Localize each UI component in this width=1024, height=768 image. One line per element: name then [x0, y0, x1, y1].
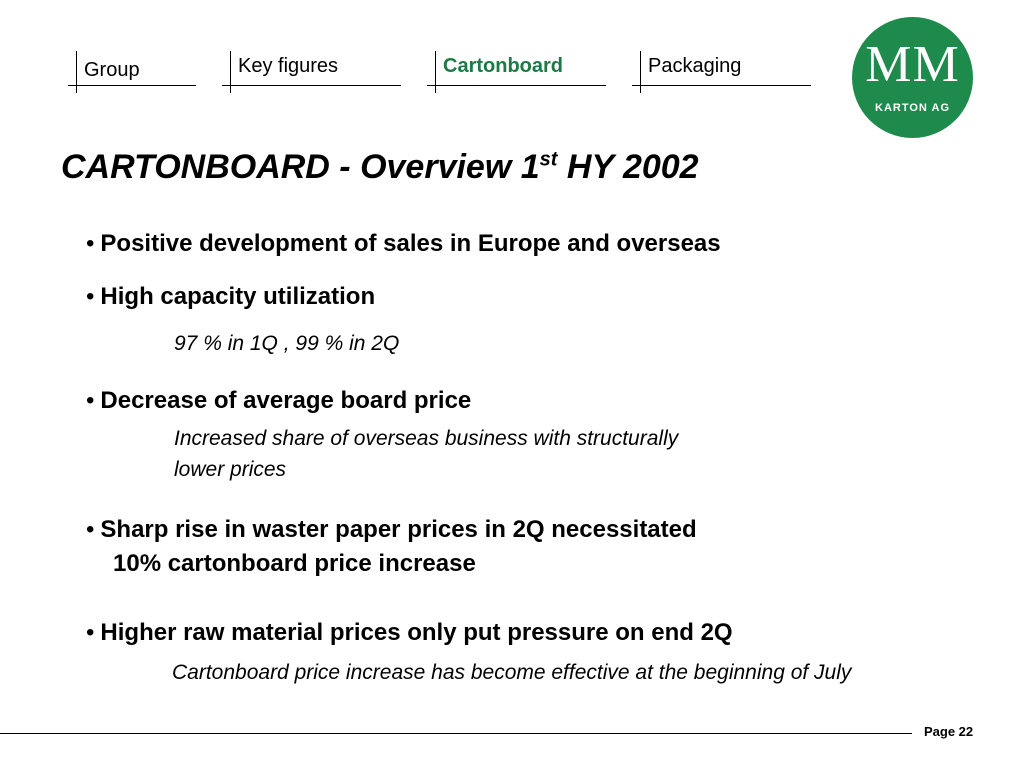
bullet-item — [86, 230, 721, 258]
bullet-dot: • — [86, 387, 95, 414]
tab-group[interactable] — [68, 51, 196, 95]
bullet-dot: • — [86, 516, 95, 543]
bullet-subtext: Increased share of overseas business with structurally — [174, 427, 679, 450]
tab-separator — [230, 51, 231, 93]
tab-packaging-label: Packaging — [648, 55, 742, 77]
title-superscript: st — [539, 148, 558, 171]
tab-cartonboard-label: Cartonboard — [443, 55, 563, 77]
title-suffix: HY 2002 — [557, 148, 699, 186]
page-title — [61, 148, 699, 187]
logo-subtext: KARTON AG — [875, 102, 950, 114]
tab-key-figures[interactable] — [222, 51, 401, 95]
bullet-dot: • — [86, 230, 95, 257]
footer-divider — [0, 733, 912, 734]
bullet-continuation: 10% cartonboard price increase — [113, 550, 476, 577]
bullet-item — [86, 283, 375, 311]
tab-separator — [640, 51, 641, 93]
tab-separator — [76, 51, 77, 93]
logo-mark: MM — [865, 36, 960, 93]
bullet-subtext: Cartonboard price increase has become effective at the beginning of July — [172, 661, 852, 684]
tab-underline — [222, 85, 401, 86]
bullet-subtext: 97 % in 1Q , 99 % in 2Q — [174, 332, 400, 355]
bullet-subtext: lower prices — [174, 458, 287, 481]
tab-cartonboard[interactable] — [427, 51, 606, 95]
bullet-item — [86, 619, 733, 647]
bullet-item — [86, 516, 697, 544]
tab-group-label: Group — [84, 59, 140, 81]
bullet-text: Positive development of sales in Europe and overseas — [100, 230, 721, 257]
bullet-text: Sharp rise in waster paper prices in 2Q necessitated — [100, 516, 697, 543]
bullet-text: High capacity utilization — [100, 283, 376, 310]
tab-underline — [427, 85, 606, 86]
page-number: Page 22 — [924, 724, 974, 739]
tab-packaging[interactable] — [632, 51, 811, 95]
title-prefix: CARTONBOARD - Overview 1 — [61, 148, 540, 186]
bullet-item — [86, 387, 471, 415]
company-logo — [852, 17, 973, 138]
bullet-dot: • — [86, 283, 95, 310]
tab-key-figures-label: Key figures — [238, 55, 339, 77]
bullet-dot: • — [86, 619, 95, 646]
tab-separator — [435, 51, 436, 93]
bullet-text: Decrease of average board price — [100, 387, 472, 414]
bullet-text: Higher raw material prices only put pressure on end 2Q — [100, 619, 733, 646]
tab-underline — [68, 85, 196, 86]
tab-underline — [632, 85, 811, 86]
